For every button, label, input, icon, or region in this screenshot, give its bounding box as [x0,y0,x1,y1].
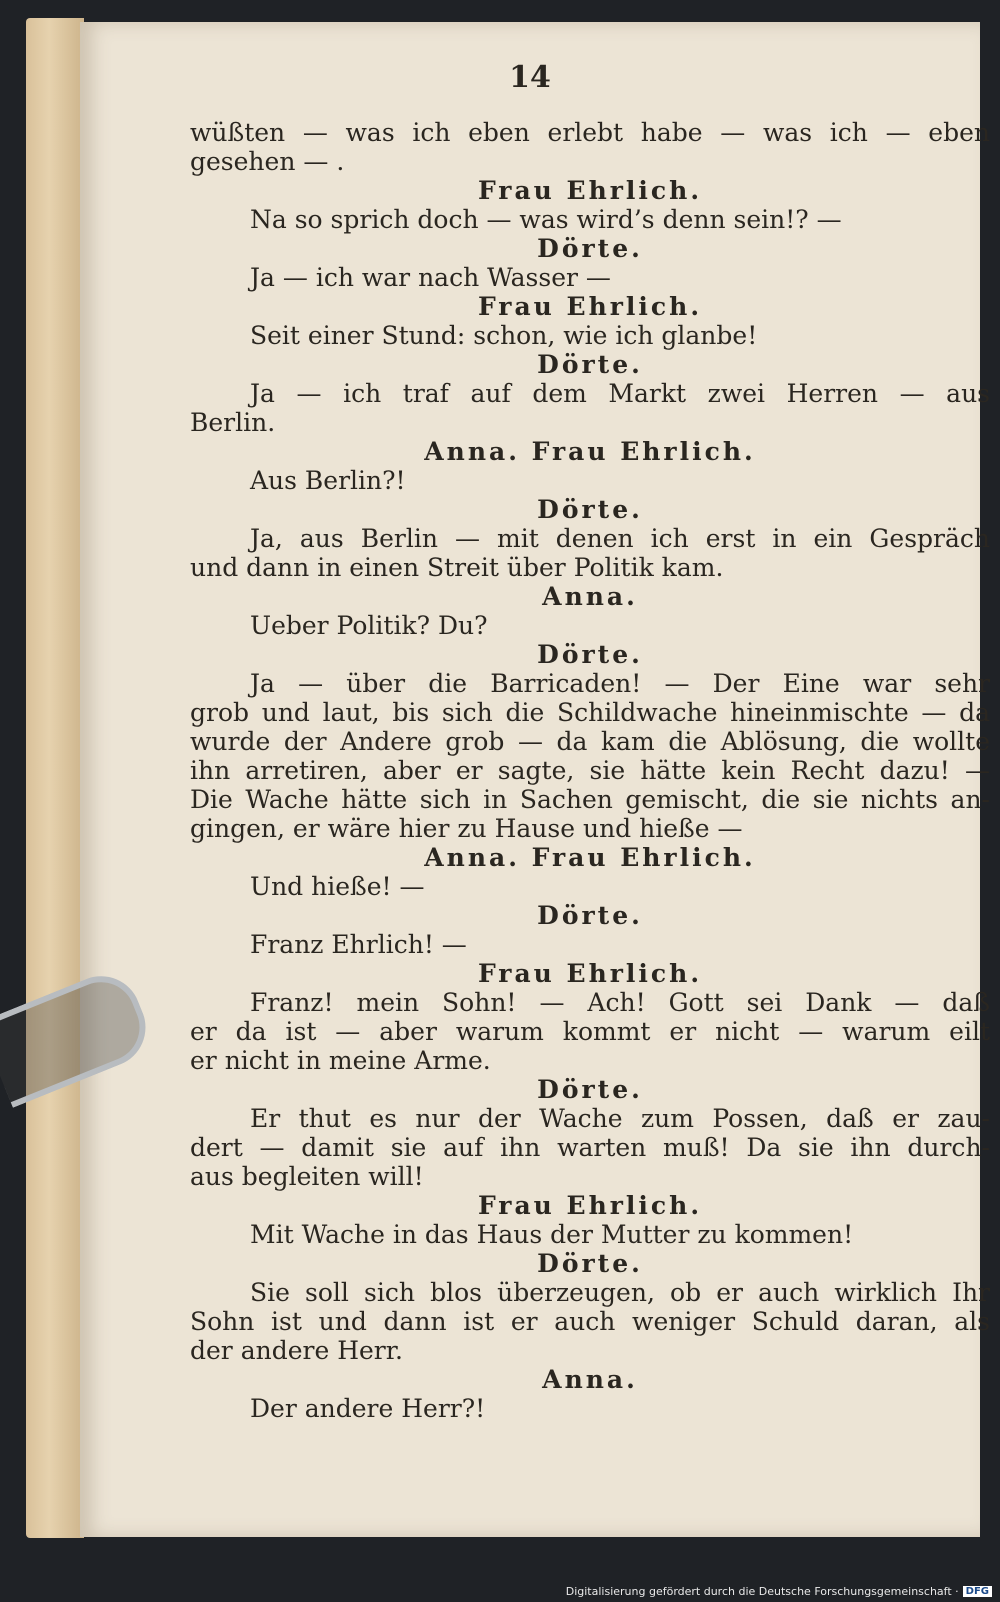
speaker-name: Dörte. [537,1249,643,1278]
speaker-name: Dörte. [537,350,643,379]
speaker-name: Frau Ehrlich. [477,176,703,205]
speaker-name: Dörte. [537,234,643,263]
text-line: er nicht in meine Arme. [190,1046,491,1075]
text-line: Die Wache hätte sich in Sachen gemischt, die sie nichts an- [190,785,990,814]
page-text [190,118,990,1423]
text-line: Sohn ist und dann ist er auch weniger Schuld daran, als [190,1307,990,1336]
text-line: Franz! mein Sohn! — Ach! Gott sei Dank — daß [250,988,990,1017]
text-line: der andere Herr. [190,1336,403,1365]
text-line: gesehen — . [190,147,345,176]
speaker-name: Anna. Frau Ehrlich. [424,437,756,466]
speaker-name: Dörte. [537,640,643,669]
text-line: Aus Berlin?! [250,466,406,495]
text-line: wurde der Andere grob — da kam die Ablösung, die wollte [190,727,990,756]
text-line: dert — damit sie auf ihn warten muß! Da sie ihn durch- [190,1133,990,1162]
text-line: Na so sprich doch — was wird’s denn sein!? — [250,205,842,234]
page-number: 14 [509,60,551,95]
speaker-name: Dörte. [537,901,643,930]
text-line: Berlin. [190,408,276,437]
book-page [80,22,990,1537]
text-line: und dann in einen Streit über Politik kam. [190,553,724,582]
text-line: grob und laut, bis sich die Schildwache hineinmischte — da [190,698,990,727]
text-line: gingen, er wäre hier zu Hause und hieße — [190,814,743,843]
speaker-name: Anna. [542,582,638,611]
speaker-name: Dörte. [537,1075,643,1104]
text-line: Er thut es nur der Wache zum Possen, daß er zau- [250,1104,990,1133]
text-line: ihn arretiren, aber er sagte, sie hätte kein Recht dazu! — [190,756,990,785]
text-line: Franz Ehrlich! — [250,930,467,959]
footer [566,1585,992,1598]
dfg-logo: DFG [963,1586,992,1597]
text-line: Mit Wache in das Haus der Mutter zu kommen! [250,1220,854,1249]
footer-credit: Digitalisierung gefördert durch die Deutsche Forschungsgemeinschaft · [565,1585,959,1598]
speaker-name: Dörte. [537,495,643,524]
speaker-name: Frau Ehrlich. [477,292,703,321]
text-line: er da ist — aber warum kommt er nicht — warum eilt [190,1017,990,1046]
speaker-name: Anna. Frau Ehrlich. [424,843,756,872]
text-line: Ja, aus Berlin — mit denen ich erst in ein Gespräch [250,524,990,553]
text-line: Und hieße! — [250,872,425,901]
text-line: Ja — ich war nach Wasser — [250,263,611,292]
text-line: aus begleiten will! [190,1162,424,1191]
text-line: Sie soll sich blos überzeugen, ob er auch wirklich Ihr [250,1278,990,1307]
text-line: Ja — ich traf auf dem Markt zwei Herren — aus [250,379,990,408]
text-line: Der andere Herr?! [250,1394,486,1423]
text-line: Ueber Politik? Du? [250,611,488,640]
page-edge [26,18,84,1538]
text-line: Seit einer Stund: schon, wie ich glanbe! [250,321,758,350]
speaker-name: Frau Ehrlich. [477,1191,703,1220]
text-line: wüßten — was ich eben erlebt habe — was ich — eben [190,118,990,147]
speaker-name: Anna. [542,1365,638,1394]
speaker-name: Frau Ehrlich. [477,959,703,988]
text-line: Ja — über die Barricaden! — Der Eine war sehr [250,669,990,698]
